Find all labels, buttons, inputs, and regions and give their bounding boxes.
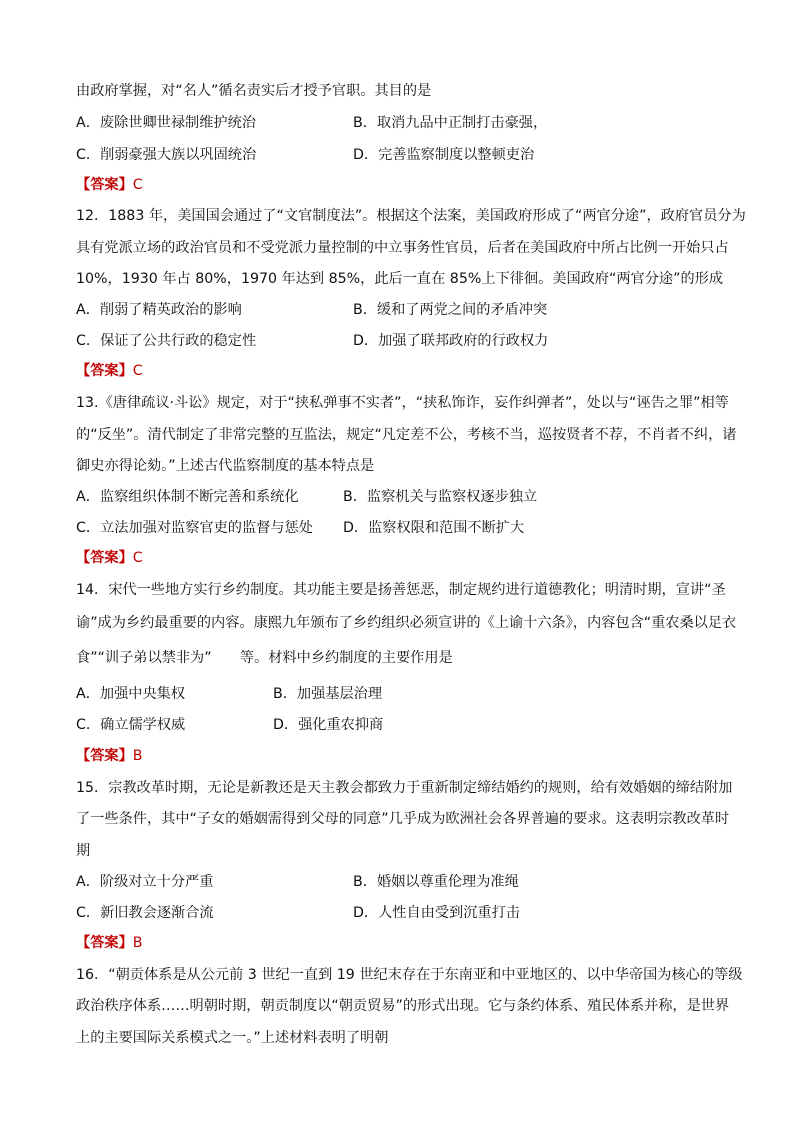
option-a: A．监察组织体制不断完善和系统化: [76, 489, 299, 505]
answer-label: 【答案】: [76, 935, 133, 951]
option-c: C．立法加强对监察官吏的监督与惩处: [76, 520, 313, 536]
answer-line: [76, 933, 143, 953]
answer-value: B: [132, 748, 143, 764]
answer-value: C: [132, 550, 143, 566]
option-d: D．加强了联邦政府的行政权力: [353, 333, 549, 349]
option-c: C．削弱豪强大族以巩固统治: [76, 147, 257, 163]
question-text-line: 政治秩序体系……明朝时期，朝贡制度以“朝贡贸易”的形式出现。它与条约体系、殖民体系并称，是世界: [76, 998, 730, 1014]
answer-label: 【答案】: [76, 550, 133, 566]
question-text-line: 14．宋代一些地方实行乡约制度。其功能主要是扬善惩恶，制定规约进行道德教化；明清时期，宣讲“圣: [76, 582, 726, 598]
question-text-line: 谕”成为乡约最重要的内容。康熙九年颁布了乡约组织必须宣讲的《上谕十六条》，内容包含“重农桑以足衣: [76, 615, 737, 631]
answer-value: C: [132, 363, 143, 379]
option-d: D．人性自由受到沉重打击: [353, 905, 520, 921]
question-text-line: 12．1883 年，美国国会通过了“文官制度法”。根据这个法案，美国政府形成了“两官分途”，政府官员分为: [76, 208, 746, 224]
option-c: C．保证了公共行政的稳定性: [76, 333, 257, 349]
question-text-line: 食”“训子弟以禁非为” 等。材料中乡约制度的主要作用是: [76, 650, 453, 666]
answer-value: C: [132, 177, 143, 193]
answer-label: 【答案】: [76, 177, 133, 193]
question-text-line: 13.《唐律疏议·斗讼》规定，对于“挟私弹事不实者”，“挟私饰诈，妄作纠弹者”，处以与“诬告之罪”相等: [76, 395, 729, 411]
option-a: A．加强中央集权: [76, 686, 186, 702]
answer-line: [76, 548, 143, 568]
question-text-line: 由政府掌握，对“名人”循名责实后才授予官职。其目的是: [76, 83, 432, 99]
option-c: C．新旧教会逐渐合流: [76, 905, 214, 921]
option-a: A．废除世卿世禄制维护统治: [76, 115, 256, 131]
answer-line: [76, 175, 143, 195]
option-d: D．强化重农抑商: [273, 717, 384, 733]
question-text-line: 了一些条件，其中“子女的婚姻需得到父母的同意”几乎成为欧洲社会各界普遍的要求。这表明宗教改革时: [76, 811, 730, 827]
question-text-line: 上的主要国际关系模式之一。”上述材料表明了明朝: [76, 1030, 389, 1046]
option-d: D．完善监察制度以整顿吏治: [353, 147, 535, 163]
option-b: B．缓和了两党之间的矛盾冲突: [353, 302, 548, 318]
question-text-line: 10%，1930 年占 80%，1970 年达到 85%，此后一直在 85%上下徘徊。美国政府“两官分途”的形成: [76, 271, 724, 287]
question-text-line: 御史亦得论劾。”上述古代监察制度的基本特点是: [76, 458, 375, 474]
option-b: B．监察机关与监察权逐步独立: [343, 489, 538, 505]
option-c: C．确立儒学权威: [76, 717, 186, 733]
question-text-line: 具有党派立场的政治官员和不受党派力量控制的中立事务性官员，后者在美国政府中所占比例一开始只占: [76, 240, 729, 256]
option-d: D．监察权限和范围不断扩大: [343, 520, 525, 536]
option-b: B．婚姻以尊重伦理为准绳: [353, 874, 519, 890]
option-a: A．阶级对立十分严重: [76, 874, 214, 890]
option-b: B．取消九品中正制打击豪强，: [353, 115, 548, 131]
answer-label: 【答案】: [76, 748, 133, 764]
answer-line: [76, 746, 143, 766]
question-text-line: 15．宗教改革时期，无论是新教还是天主教会都致力于重新制定缔结婚约的规则，给有效婚姻的缔结附加: [76, 780, 733, 796]
answer-value: B: [132, 935, 143, 951]
option-b: B．加强基层治理: [273, 686, 383, 702]
option-a: A．削弱了精英政治的影响: [76, 302, 242, 318]
question-text-line: 16．“朝贡体系是从公元前 3 世纪一直到 19 世纪末存在于东南亚和中亚地区的、以中华帝国为核心的等级: [76, 967, 743, 983]
answer-label: 【答案】: [76, 363, 133, 379]
question-text-line: 期: [76, 843, 91, 859]
answer-line: [76, 361, 143, 381]
question-text-line: 的“反坐”。清代制定了非常完整的互监法，规定“凡定差不公，考核不当，巡按贤者不荐，不肖者不纠，诸: [76, 427, 737, 443]
